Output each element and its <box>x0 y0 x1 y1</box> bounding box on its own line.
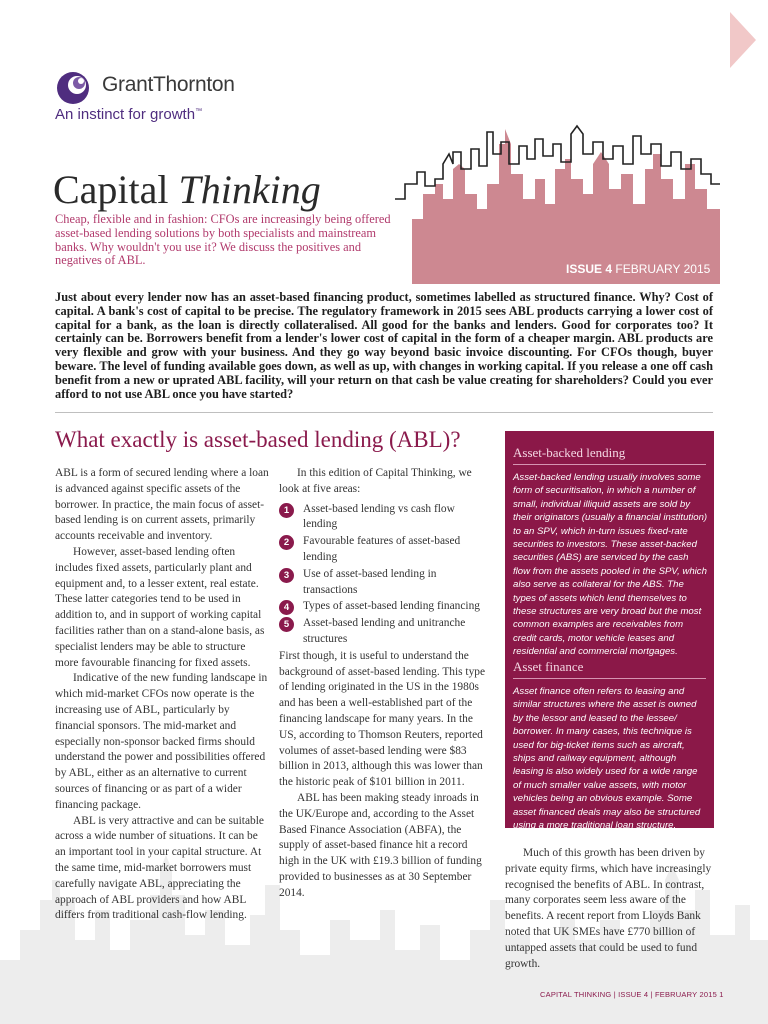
corner-arrow-icon <box>730 12 756 68</box>
page-footer: CAPITAL THINKING | ISSUE 4 | FEBRUARY 2015 1 <box>540 990 724 999</box>
list-item: 5 Asset-based lending and unitranche structures <box>279 616 489 648</box>
paragraph: Indicative of the new funding landscape in which mid-market CFOs now operate is the increasing use of ABL, particularly by financial sponsors. The mid-market and especially non-sponsor backed firms should understand the power and possibilities offered by ABL, either as an alternative to current sources of financing or as part of a wider financing package. <box>55 672 268 811</box>
sidebar-heading: Asset finance <box>513 659 584 674</box>
sidebar-text: Asset finance often refers to leasing and similar structures where the asset is owned by the lessor and leased to the lessee/ borrower. In many cases, this technique is used for big-ticket items such as aircraft, ships and railway equipment, although leasing is also widely used for a wide range of much smaller value assets, with motor vehicles being an obvious example. Some asset financed deals may also be structured using a more traditional loan structure. <box>513 686 701 832</box>
sidebar-divider <box>513 678 706 679</box>
number-badge: 1 <box>279 503 294 518</box>
list-item: 3 Use of asset-based lending in transactions <box>279 567 489 599</box>
divider <box>55 412 713 413</box>
paragraph: However, asset-based lending often includes fixed assets, particularly plant and equipment and, to a lesser extent, real estate. These latter categories tend to be used in addition to, and in support of working capital facilities rather than on a stand-alone basis, as specialist lenders may be able to structure more favourable financing for fixed assets. <box>55 545 265 669</box>
paragraph: ABL is a form of secured lending where a loan is advanced against specific assets of the borrower. In practice, the main focus of asset-based lending is on current assets, primarily accounts receivable and inventory. <box>55 467 269 543</box>
brand-name: GrantThornton <box>102 73 235 96</box>
paragraph: In this edition of Capital Thinking, we look at five areas: <box>279 467 472 495</box>
sidebar-divider <box>513 464 706 465</box>
number-badge: 4 <box>279 600 294 615</box>
standfirst: Cheap, flexible and in fashion: CFOs are increasingly being offered asset-based lending solutions by both specialists and mainstream banks. Why wouldn't you use it? We discuss the positives and negatives of ABL. <box>55 212 391 268</box>
list-item: 4 Types of asset-based lending financing <box>279 599 489 615</box>
intro-paragraph: Just about every lender now has an asset-based financing product, sometimes labelled as structured finance. Why? Cost of capital. A bank's cost of capital to be precise. The regulatory framework in 2015 sees ABL products carrying a lower cost of capital for a bank, as the loan is directly collateralised. All good for the banks and lenders. Good for corporates too? It certainly can be. Borrowers benefit from a lender's lower cost of capital in the form of a cheaper margin. ABL products are very flexible and grow with your business. And they go way beyond basic invoice discounting. For CFOs though, buyer beware. The level of funding available goes down, as well as up, with changes in working capital. If you release a one off cash benefit from a new or uprated ABL facility, will your return on that cash be value creating for shareholders? Could you ever afford to not use ABL once you have started? <box>55 290 713 401</box>
issue-label: ISSUE 4 FEBRUARY 2015 <box>566 262 711 276</box>
column-2 <box>279 466 489 902</box>
column-3 <box>505 846 714 972</box>
brand-tagline: An instinct for growth™ <box>55 106 203 123</box>
number-badge: 3 <box>279 568 294 583</box>
sidebar-heading: Asset-backed lending <box>513 445 626 460</box>
paragraph: ABL is very attractive and can be suitable across a wide number of situations. It can be an important tool in your capital structure. At the same time, mid-market borrowers must carefully navigate ABL, appreciating the approach of ABL providers and how ABL differs from traditional cash-flow lending. <box>55 814 264 922</box>
paragraph: First though, it is useful to understand the background of asset-based lending. This type of lending originated in the US in the 1980s and has been a well-established part of the financing landscape for many years. In the US, according to Thomson Reuters, reported volumes of asset-based lending were $83 billion in 2013, although this was lower than the historic peak of $101 billion in 2011. <box>279 649 486 789</box>
grant-thornton-logo-icon <box>55 70 95 106</box>
publication-title: Capital Thinking <box>53 167 321 212</box>
sidebar-box <box>505 431 714 832</box>
list-item: 1 Asset-based lending vs cash flow lending <box>279 502 489 534</box>
paragraph: Much of this growth has been driven by private equity firms, which have increasingly recognised the benefits of ABL. In contrast, many corporates seem less aware of the benefits. A recent report from Lloyds Bank noted that UK SMEs have £770 billion of untapped assets that could be used to fund growth. <box>505 847 712 970</box>
list-item: 2 Favourable features of asset-based lending <box>279 534 489 566</box>
sidebar-text: Asset-backed lending usually involves some form of securitisation, in which a number of small, individual illiquid assets are sold by their originators (usually a financial institution) to an SPV, which in-turn issues fixed-rate securities to investors. These asset-backed securities (ABS) are serviced by the cash flow from the assets pooled in the SPV, which also serve as collateral for the ABS. The types of assets which lend themselves to these structures are very broad but the most common examples are receivables from credit cards, motor vehicle leases and residential and commercial mortgages. <box>513 472 708 658</box>
number-badge: 2 <box>279 535 294 550</box>
column-1 <box>55 466 269 924</box>
five-areas-list <box>279 502 489 648</box>
section-heading: What exactly is asset-based lending (ABL)? <box>55 427 461 452</box>
paragraph: ABL has been making steady inroads in the UK/Europe and, according to the Asset Based Finance Association (ABFA), the supply of asset-based finance hit a record high in the UK with £19.3 billion of funding provided to businesses as at 30 September 2014. <box>279 791 482 899</box>
skyline-masthead-graphic <box>395 124 720 284</box>
number-badge: 5 <box>279 617 294 632</box>
